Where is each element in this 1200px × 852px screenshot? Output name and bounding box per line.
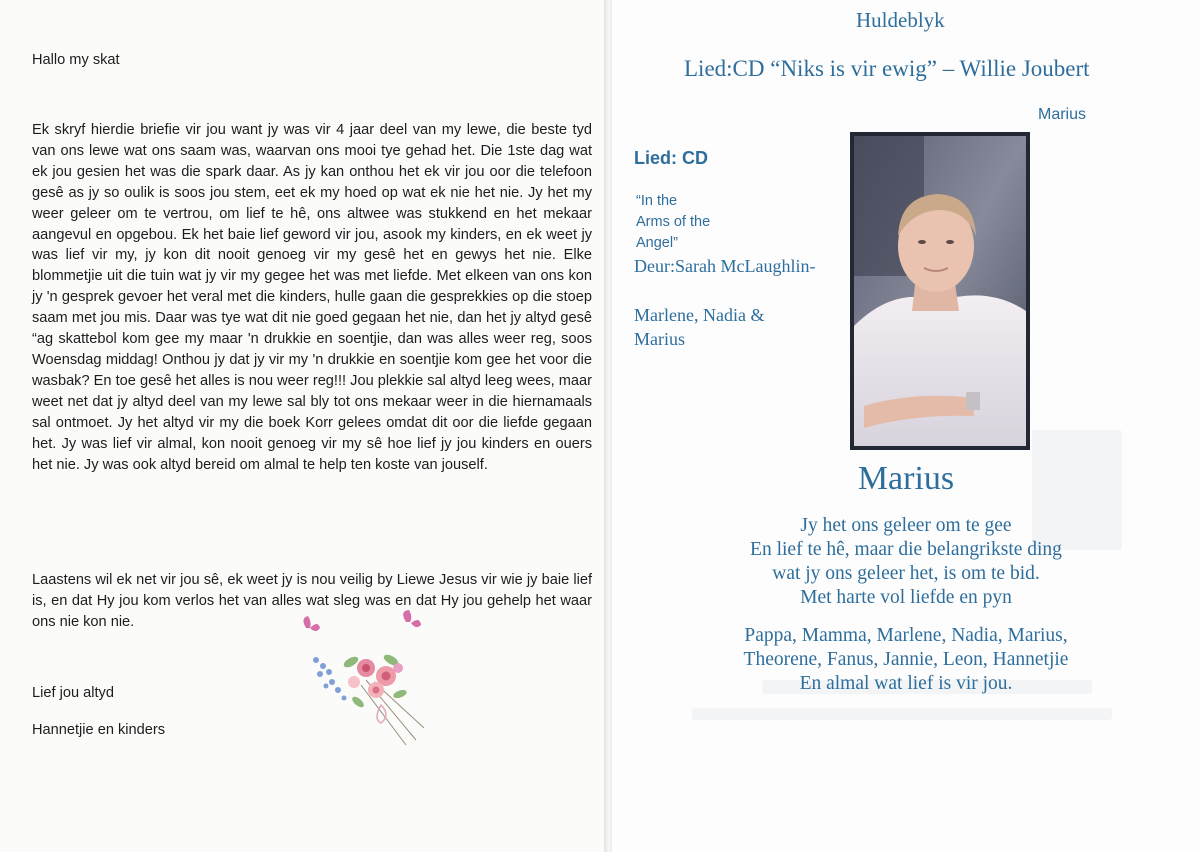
song-2-artist: Deur:Sarah McLaughlin-	[634, 256, 816, 276]
poem-line: Jy het ons geleer om te gee	[800, 515, 1012, 536]
portrait-image	[854, 136, 1026, 446]
letter-paragraph-1: Ek skryf hierdie briefie vir jou want jy was vir 4 jaar deel van my lewe, die beste tyd van ons lewe wat ons saam was, waarvan ons mooi tye gehad het. Die 1ste dag wat ek jou gesien het was die spark daar. As jy kan onthou het ek vir jou oor die telefoon gesê as jy so oulik is soos jou stem, eet ek my hoed op wat ek nie het nie. Jy het my weer geleer om te vertrou, om lief te hê, ons altwee was stukkend en het mekaar aangevul en opgebou. Ek het baie lief geword vir jou, asook my kinders, en ek weet jy was lief vir my, jy kon dit nooit genoeg vir my gesê het en gewys het nie. Elke blommetjie uit die tuin wat jy vir my gegee het was met liefde. Met elkeen van ons kon jy 'n gesprek gevoer het veral met die kinders, hulle gaan die gesprekkies op die stoep saam met jou mis. Daar was tye wat dit nie goed gegaan het nie, dan het jy altyd gesê “ag skattebol kom gee my maar 'n drukkie en soentjie, dan was alles weer reg, soos Woensdag middag! Onthou jy dat jy vir my 'n drukkie en soentjie kom gee het voor die wasbak? En toe gesê het alles is nou weer reg!!! Jou plekkie sal altyd leeg wees, maar weet net dat jy altyd deel van my lewe sal bly tot ons mekaar weer in die hiernamaals sal ontmoet. Jy het altyd vir my die boek Korr gelees omdat dit oor die liefde gegaan het. Jy was lief vir almal, kon nooit genoeg vir my sê hoe lief jy jou kinders en ouers het nie. Jy was ook altyd bereid om almal te help ten koste van jouself.	[32, 122, 592, 473]
letter-paragraph-2: Laastens wil ek net vir jou sê, ek weet jy is nou veilig by Liewe Jesus vir wie jy baie lief is, en dat Hy jou kom verlos het van alles wat sleg was en dat Hy jou gehelp het waar ons nie kon nie.	[32, 572, 592, 630]
portrait-photo	[850, 132, 1030, 450]
flower-bouquet-icon	[296, 610, 446, 750]
letter-closing: Lief jou altyd	[32, 685, 114, 701]
page-fold	[604, 0, 612, 852]
poem-line: Met harte vol liefde en pyn	[800, 587, 1012, 608]
letter-greeting: Hallo my skat	[32, 52, 120, 68]
song-2-label: Lied: CD	[634, 148, 708, 168]
family-line: En almal wat lief is vir jou.	[799, 673, 1013, 694]
family-line: Pappa, Mamma, Marlene, Nadia, Marius,	[744, 625, 1068, 646]
song-2-performers-line: Marlene, Nadia &	[634, 305, 765, 325]
song-2-title-line: Arms of the	[636, 214, 711, 230]
song-1: Lied:CD “Niks is vir ewig” – Willie Joubert	[684, 56, 1090, 81]
poem-line: En lief te hê, maar die belangrikste ding	[750, 539, 1062, 560]
page-heading: Huldeblyk	[856, 8, 945, 32]
poem-line: wat jy ons geleer het, is om te bid.	[772, 563, 1040, 584]
song-2-title-line: “In the	[636, 193, 678, 209]
letter-signature: Hannetjie en kinders	[32, 722, 166, 738]
photo-caption: Marius	[1038, 106, 1087, 123]
deceased-name: Marius	[857, 460, 955, 497]
bleed-through-mark	[692, 708, 1112, 720]
right-page	[612, 0, 1200, 852]
song-2-performers-line: Marius	[634, 329, 685, 349]
family-line: Theorene, Fanus, Jannie, Leon, Hannetjie	[743, 649, 1069, 670]
song-2-title-line: Angel”	[636, 235, 678, 251]
